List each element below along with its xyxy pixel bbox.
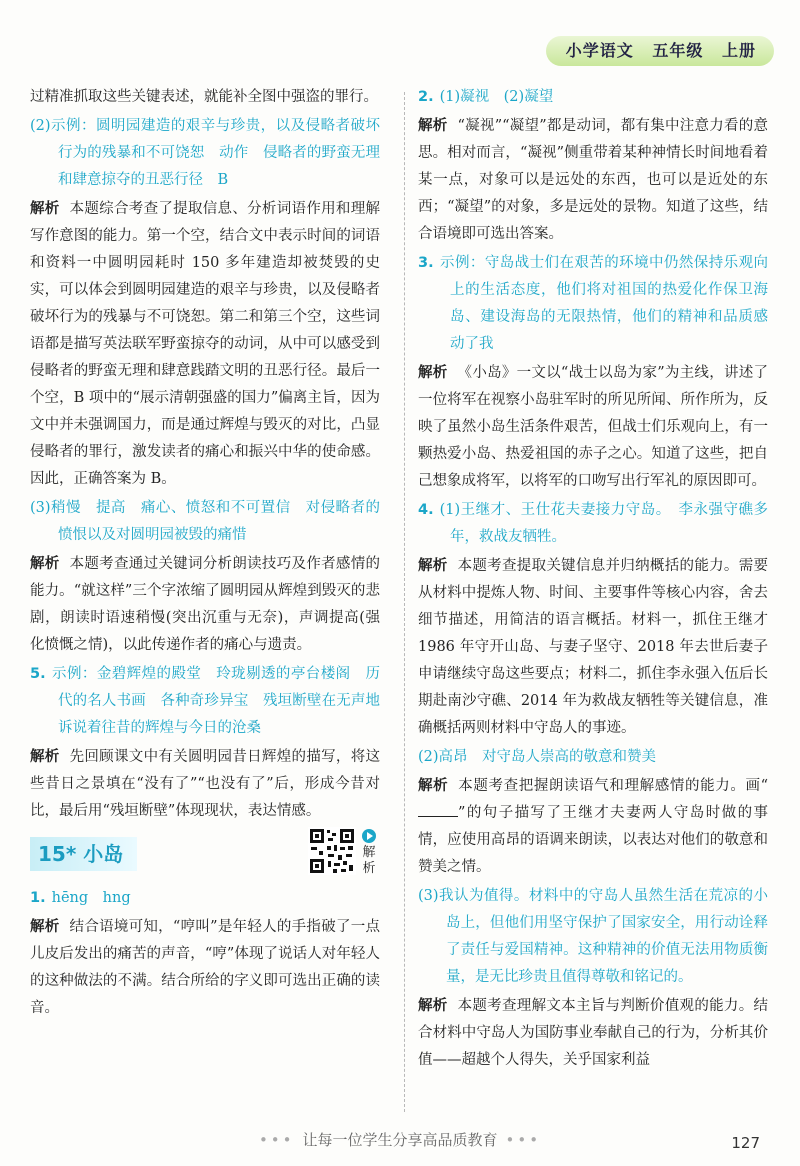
explanation-tag: 解析 — [30, 201, 60, 217]
explanation-text: 先回顾课文中有关圆明园昔日辉煌的描写，将这些昔日之景填在“没有了”“也没有了”后，形成今昔对比，最后用“残垣断壁”体现现状，表达情感。 — [30, 749, 381, 819]
column-divider — [404, 92, 405, 1112]
answer-4-1 — [418, 497, 768, 551]
explanation-text: 本题考查通过关键词分析朗读技巧及作者感情的能力。“就这样”三个字浓缩了圆明园从辉煌到毁灭的悲剧，朗读时语速稍慢(突出沉重与无奈)，声调提高(强化愤慨之情)，以此传递作者的痛心与遗责。 — [30, 556, 381, 653]
explanation-4-2 — [418, 773, 768, 881]
explanation-tag: 解析 — [30, 919, 60, 935]
footer — [0, 1129, 800, 1150]
answer-3: (3)稍慢 提高 痛心、愤怒和不可置信 对侵略者的愤恨以及对圆明园被毁的痛惜 — [30, 500, 380, 543]
footer-dots-right: ••• — [505, 1131, 542, 1149]
explanation-text: 本题综合考查了提取信息、分析词语作用和理解写作意图的能力。第一个空，结合文中表示时间的词语和资料一中圆明园耗时 150 多年建造却被焚毁的史实，可以体会到圆明园建造的艰辛与珍贵，以及侵略者破坏行为的残暴与不可饶恕。第二和第三个空，这些词语都是描写英法联军野蛮掠夺的动词，从中可以感受到侵略者的野蛮无理和肆意践踏文明的丑恶行径。最后一个空，B 项中的“展示清朝强盛的国力”偏离主旨，因为文中并未强调国力，而是通过辉煌与毁灭的对比，凸显侵略者的罪行，激发读者的痛心和振兴中华的使命感。因此，正确答案为 B。 — [30, 201, 381, 487]
explanation-4-3 — [418, 993, 768, 1074]
answer-text: 示例：金碧辉煌的殿堂 玲珑剔透的亭台楼阁 历代的名人书画 各种奇珍异宝 残垣断壁在无声地诉说着往昔的辉煌与今日的沧桑 — [51, 666, 380, 736]
qr-code-icon[interactable] — [308, 827, 356, 875]
question-number: 4. — [418, 502, 434, 518]
answer-text: (1)凝视 (2)凝望 — [439, 89, 554, 105]
lesson-header — [30, 827, 380, 885]
answer-2-right — [418, 84, 768, 111]
explanation-2-right — [418, 113, 768, 248]
question-number: 3. — [418, 255, 434, 271]
explanation-text: 本题考查理解文本主旨与判断价值观的能力。结合材料中守岛人为国防事业奉献自己的行为，分析其价值——超越个人得失，关乎国家利益 — [418, 998, 769, 1068]
explanation-3-right — [418, 360, 768, 495]
answer-text: 示例：守岛战士们在艰苦的环境中仍然保持乐观向上的生活态度，他们将对祖国的热爱化作保卫海岛、建设海岛的无限热情，他们的精神和品质感动了我 — [439, 255, 768, 352]
question-number: 1. — [30, 890, 46, 906]
page-number: 127 — [731, 1134, 760, 1152]
footer-slogan: 让每一位学生分享高品质教育 — [302, 1131, 498, 1149]
question-number: 2. — [418, 89, 434, 105]
explanation-4-1 — [418, 553, 768, 742]
explanation-tag: 解析 — [30, 556, 60, 572]
play-icon — [362, 829, 376, 843]
answer-3-right — [418, 250, 768, 358]
answer-text: (1)王继才、王仕花夫妻接力守岛。 李永强守礁多年，救战友牺牲。 — [439, 502, 768, 545]
explanation-tag: 解析 — [30, 749, 60, 765]
explanation-3 — [30, 551, 380, 659]
explanation-tag: 解析 — [418, 365, 448, 381]
explanation-text: “凝视”“凝望”都是动词，都有集中注意力看的意思。相对而言，“凝视”侧重带着某种神情长时间地看着某一点，对象可以是远处的东西，也可以是近处的东西；“凝望”的对象，多是远处的景物。知道了这些，结合语境即可选出答案。 — [418, 118, 769, 242]
left-column — [30, 84, 380, 1024]
answer-text: hēng hng — [51, 890, 131, 906]
answer-5 — [30, 661, 380, 742]
explanation-1 — [30, 914, 380, 1022]
header-grade: 五年级 — [652, 41, 704, 60]
footer-dots-left: ••• — [258, 1131, 295, 1149]
question-number: 5. — [30, 666, 46, 682]
qr-label — [360, 829, 378, 877]
explanation-text: 本题考查提取关键信息并归纳概括的能力。需要从材料中提炼人物、时间、主要事件等核心内容，舍去细节描述，用简洁的语言概括。材料一，抓住王继才 1986 年守开山岛、与妻子坚守、2018 年去世后妻子申请继续守岛这些要点；材料二，抓住李永强入伍后长期赴南沙守礁、2014 年为救战友牺牲等关键信息，准确概括两则材料中守岛人的事迹。 — [418, 558, 769, 736]
explanation-text-pre: 本题考查把握朗读语气和理解感情的能力。画“ — [458, 778, 768, 794]
explanation-tag: 解析 — [418, 118, 448, 134]
qr-label-text: 解析 — [362, 845, 376, 876]
header-subject: 小学语文 — [565, 41, 634, 60]
explanation-5 — [30, 744, 380, 825]
explanation-text: 《小岛》一文以“战士以岛为家”为主线，讲述了一位将军在视察小岛驻军时的所见所闻、所作所为，反映了虽然小岛生活条件艰苦，但战士们乐观向上，有一颗热爱小岛、热爱祖国的赤子之心。知道了这些，把自己想象成将军，以将军的口吻写出行军礼的原因即可。 — [418, 365, 769, 489]
explanation-tag: 解析 — [418, 778, 449, 794]
left-continuation-text: 过精准抓取这些关键表述，就能补全图中强盗的罪行。 — [30, 89, 378, 105]
explanation-2 — [30, 196, 380, 493]
explanation-text: 结合语境可知，“哼叫”是年轻人的手指破了一点儿皮后发出的痛苦的声音，“哼”体现了说话人对年轻人的这种做法的不满。结合所给的字义即可选出正确的读音。 — [30, 919, 381, 1016]
explanation-text-post: ”的句子描写了王继才夫妻两人守岛时做的事情，应使用高昂的语调来朗读，以表达对他们的敬意和赞美之情。 — [418, 805, 768, 875]
underline-blank — [418, 802, 458, 817]
answer-4-3: (3)我认为值得。材料中的守岛人虽然生活在荒凉的小岛上，但他们用坚守保护了国家安全，用行动诠释了责任与爱国精神。这种精神的价值无法用物质衡量，是无比珍贵且值得尊敬和铭记的。 — [418, 888, 768, 985]
answer-1 — [30, 885, 380, 912]
explanation-tag: 解析 — [418, 558, 448, 574]
header-volume: 上册 — [721, 41, 756, 60]
explanation-tag: 解析 — [418, 998, 448, 1014]
right-column — [418, 84, 768, 1076]
answer-4-2: (2)高昂 对守岛人崇高的敬意和赞美 — [418, 749, 657, 765]
lesson-title: 15* 小岛 — [30, 837, 137, 871]
answer-2: (2)示例：圆明园建造的艰辛与珍贵，以及侵略者破坏行为的残暴和不可饶恕 动作 侵略者的野蛮无理和肆意掠夺的丑恶行径 B — [30, 118, 380, 188]
header-badge — [546, 36, 774, 66]
